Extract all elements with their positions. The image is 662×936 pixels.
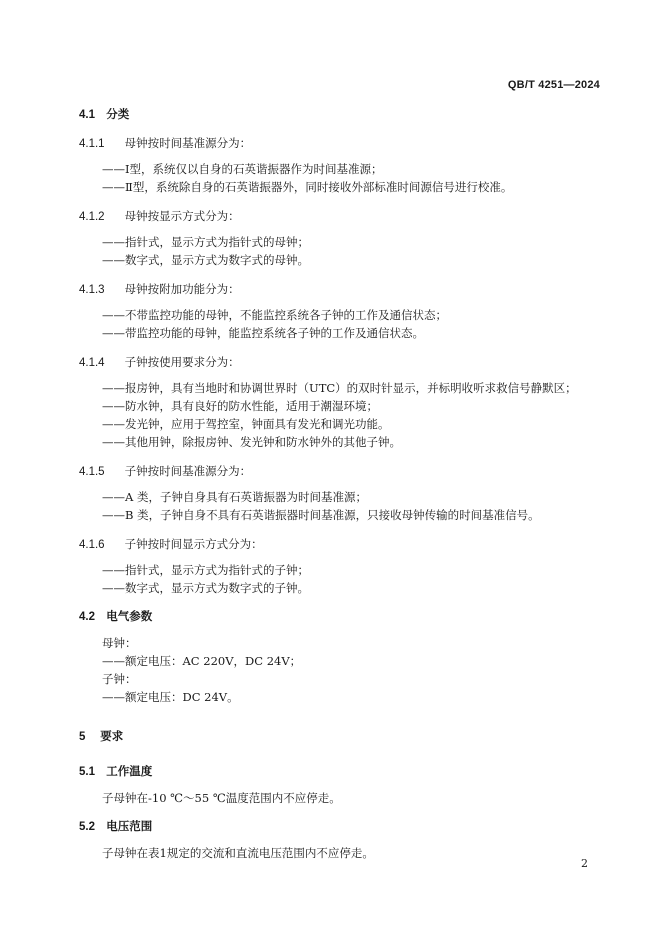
chapter-5-heading xyxy=(79,729,609,745)
list-item: ——Ⅱ型，系统除自身的石英谐振器外，同时接收外部标准时间源信号进行校准。 xyxy=(102,180,513,194)
section-number: 4.1 xyxy=(79,109,95,121)
clause-title: 子钟按使用要求分为： xyxy=(124,355,240,369)
clause-4-1-6-heading xyxy=(79,536,609,552)
clause-4-1-4-heading xyxy=(79,354,609,370)
parameter-line: 母钟： xyxy=(102,636,137,650)
parameter-line: 子钟： xyxy=(102,672,137,686)
paragraph: 子母钟在表1规定的交流和直流电压范围内不应停走。 xyxy=(102,846,374,860)
document-body xyxy=(79,107,609,862)
section-title: 分类 xyxy=(106,109,130,121)
clause-number: 4.1.1 xyxy=(79,138,105,150)
clause-4-1-2-heading xyxy=(79,208,609,224)
clause-number: 4.1.2 xyxy=(79,211,105,223)
list-item: ——不带监控功能的母钟，不能监控系统各子钟的工作及通信状态； xyxy=(102,308,447,322)
list-item: ——防水钟，具有良好的防水性能，适用于潮湿环境； xyxy=(102,399,378,413)
section-4-1-heading xyxy=(79,107,609,123)
section-5-1-heading xyxy=(79,764,609,780)
section-title: 电气参数 xyxy=(106,611,153,623)
section-5-2-heading xyxy=(79,819,609,835)
clause-4-1-1-heading xyxy=(79,135,609,151)
document-code: QB/T 4251—2024 xyxy=(507,79,600,91)
paragraph: 子母钟在-10 ℃～55 ℃温度范围内不应停走。 xyxy=(102,791,341,805)
list-item: ——B 类，子钟自身不具有石英谐振器时间基准源，只接收母钟传输的时间基准信号。 xyxy=(102,508,540,522)
clause-number: 4.1.4 xyxy=(79,357,105,369)
section-4-2-heading xyxy=(79,609,609,625)
list-item: ——数字式，显示方式为数字式的子钟。 xyxy=(102,581,309,595)
section-number: 4.2 xyxy=(79,611,95,623)
list-item: ——Ⅰ型，系统仅以自身的石英谐振器作为时间基准源； xyxy=(102,162,383,176)
list-item: ——报房钟，具有当地时和协调世界时（UTC）的双时针显示，并标明收听求救信号静默区； xyxy=(102,381,577,395)
clause-4-1-5-heading xyxy=(79,463,609,479)
clause-number: 4.1.6 xyxy=(79,539,105,551)
list-item: ——指针式，显示方式为指针式的母钟； xyxy=(102,235,309,249)
clause-number: 4.1.3 xyxy=(79,284,105,296)
list-item: ——发光钟，应用于驾控室，钟面具有发光和调光功能。 xyxy=(102,417,390,431)
clause-title: 子钟按时间显示方式分为： xyxy=(124,537,263,551)
chapter-number: 5 xyxy=(79,731,86,743)
clause-4-1-3-heading xyxy=(79,281,609,297)
list-item: ——数字式，显示方式为数字式的母钟。 xyxy=(102,253,309,267)
section-title: 电压范围 xyxy=(106,821,153,833)
clause-number: 4.1.5 xyxy=(79,466,105,478)
clause-title: 母钟按显示方式分为： xyxy=(124,209,240,223)
list-item: ——带监控功能的母钟，能监控系统各子钟的工作及通信状态。 xyxy=(102,326,424,340)
clause-title: 母钟按附加功能分为： xyxy=(124,282,240,296)
chapter-title: 要求 xyxy=(100,731,124,743)
parameter-line: ——额定电压：DC 24V。 xyxy=(102,690,239,704)
parameter-line: ——额定电压：AC 220V，DC 24V； xyxy=(102,654,302,668)
section-number: 5.2 xyxy=(79,821,95,833)
list-item: ——指针式，显示方式为指针式的子钟； xyxy=(102,563,309,577)
list-item: ——A 类，子钟自身具有石英谐振器为时间基准源； xyxy=(102,490,367,504)
section-title: 工作温度 xyxy=(106,766,153,778)
page-number: 2 xyxy=(581,857,588,870)
clause-title: 母钟按时间基准源分为： xyxy=(124,136,252,150)
section-number: 5.1 xyxy=(79,766,95,778)
clause-title: 子钟按时间基准源分为： xyxy=(124,464,252,478)
list-item: ——其他用钟，除报房钟、发光钟和防水钟外的其他子钟。 xyxy=(102,435,401,449)
